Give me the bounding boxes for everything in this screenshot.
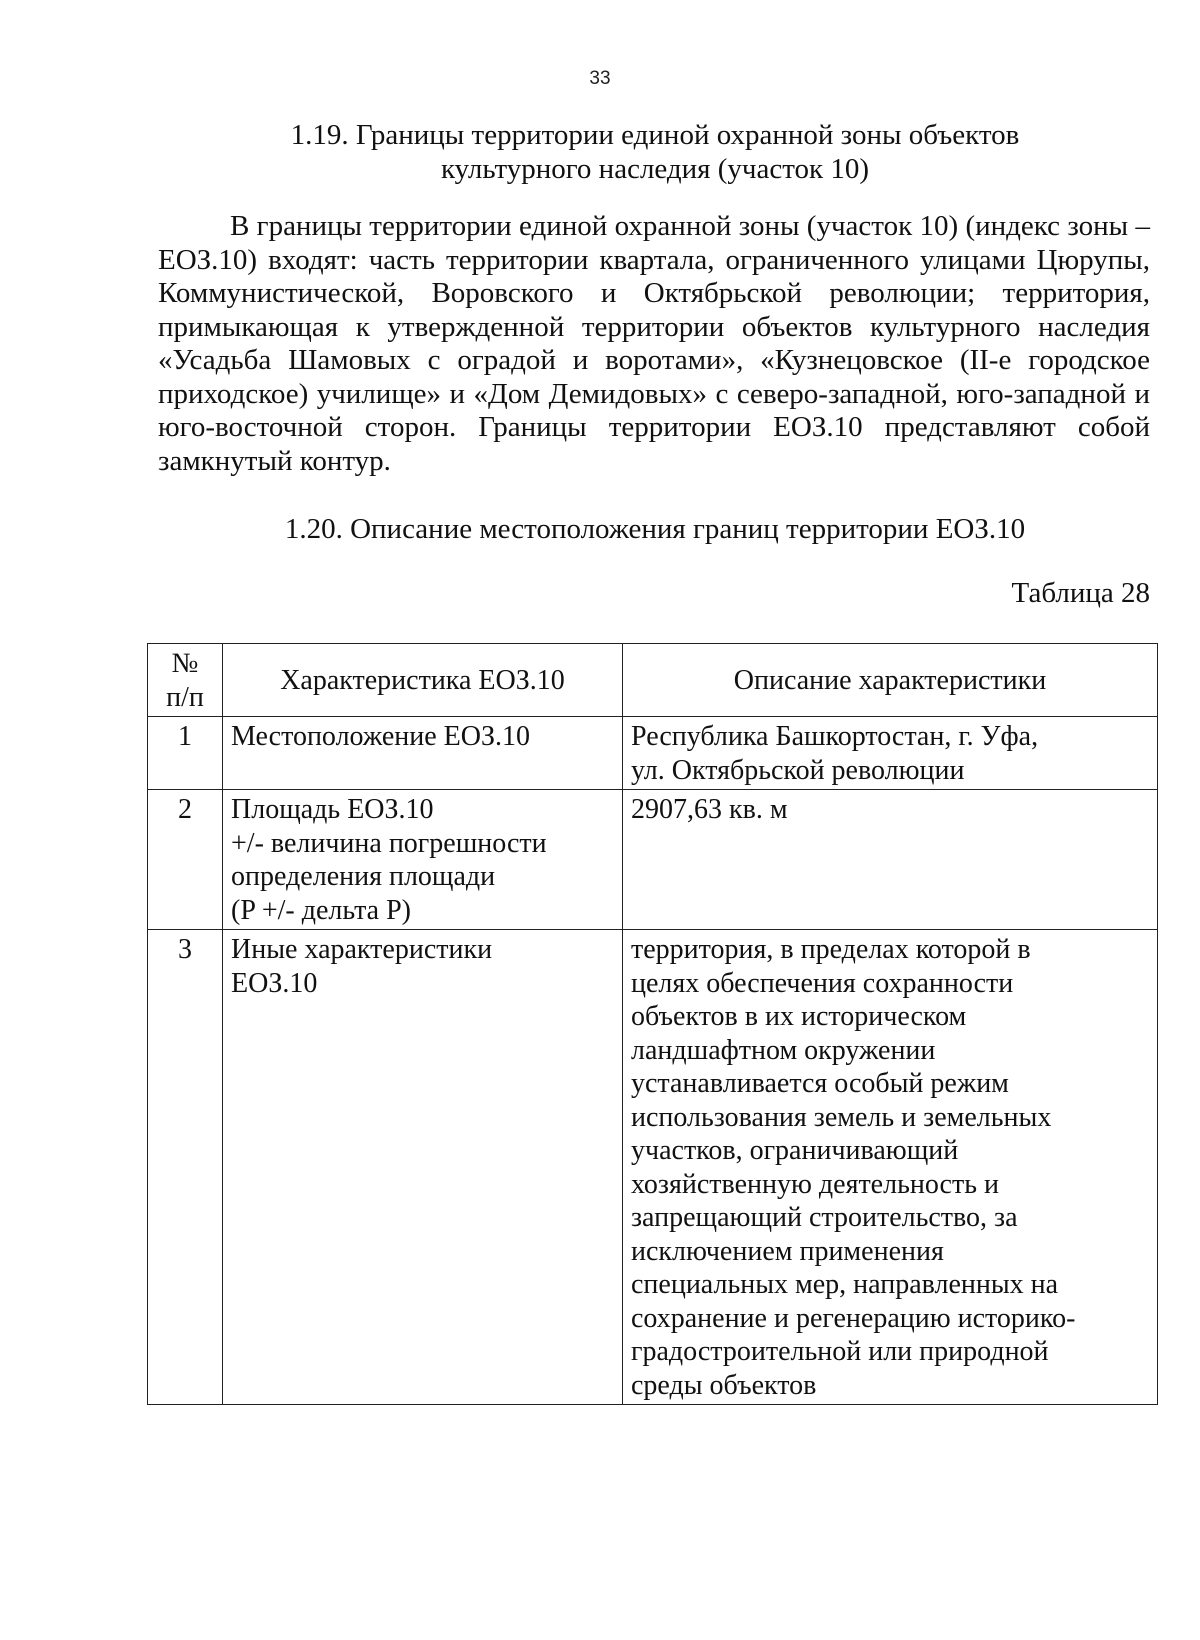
section-paragraph: В границы территории единой охранной зоны (участок 10) (индекс зоны – ЕОЗ.10) входят: часть территории квартала, ограниченного улицами Цюрупы, Коммунистической, Воровского и Октябрьской революции; территория, примыкающая к утвержденной территории объектов культурного наследия «Усадьба Шамовых с оградой и воротами», «Кузнецовское (II-е городское приходское) училище» и «Дом Демидовых» с северо-западной, юго-западной и юго-восточной сторон. Границы территории ЕОЗ.10 представляют собой замкнутый контур. — [158, 210, 1150, 477]
cell-line: использования земель и земельных — [631, 1101, 1052, 1133]
section-title-line-2: культурного наследия (участок 10) — [440, 153, 870, 185]
cell-line: ЕОЗ.10 — [231, 967, 318, 999]
header-characteristic: Характеристика ЕОЗ.10 — [223, 644, 623, 717]
cell-line: устанавливается особый режим — [631, 1068, 1009, 1099]
cell-line: запрещающий строительство, за — [631, 1202, 1018, 1233]
table-label: Таблица 28 — [1011, 577, 1150, 609]
cell-line: сохранение и регенерацию историко- — [631, 1302, 1076, 1334]
table-row — [148, 717, 1158, 790]
header-number-line-1: № — [171, 648, 199, 679]
row-characteristic — [223, 790, 623, 930]
row-characteristic — [223, 717, 623, 790]
cell-line: градостроительной или природной — [631, 1336, 1049, 1367]
cell-line: хозяйственную деятельность и — [631, 1168, 999, 1200]
cell-line: территория, в пределах которой в — [631, 934, 1031, 965]
cell-line: исключением применения — [631, 1235, 944, 1267]
subsection-title: 1.20. Описание местоположения границ территории ЕОЗ.10 — [284, 513, 1026, 545]
cell-line: (P +/- дельта P) — [231, 894, 412, 926]
header-description: Описание характеристики — [623, 644, 1158, 717]
table-row — [148, 790, 1158, 930]
cell-line: объектов в их историческом — [631, 1001, 967, 1032]
cell-line: +/- величина погрешности — [231, 827, 547, 859]
cell-line: Местоположение ЕОЗ.10 — [231, 721, 530, 752]
cell-line: участков, ограничивающий — [631, 1135, 959, 1166]
cell-line: Площадь ЕОЗ.10 — [231, 794, 434, 825]
row-description — [623, 790, 1158, 930]
header-number — [148, 644, 223, 717]
characteristics-table — [147, 643, 1158, 1405]
cell-line: определения площади — [231, 861, 496, 892]
cell-line: Иные характеристики — [231, 934, 493, 965]
table-header-row — [148, 644, 1158, 717]
cell-line: среды объектов — [631, 1369, 817, 1401]
cell-line: ландшафтном окружении — [631, 1034, 936, 1066]
cell-line: 2907,63 кв. м — [631, 794, 788, 825]
header-number-line-2: п/п — [166, 681, 204, 713]
row-number: 3 — [148, 930, 223, 1405]
row-characteristic — [223, 930, 623, 1405]
row-description — [623, 930, 1158, 1405]
row-description — [623, 717, 1158, 790]
cell-line: ул. Октябрьской революции — [631, 754, 965, 786]
row-number: 2 — [148, 790, 223, 930]
cell-line: специальных мер, направленных на — [631, 1269, 1059, 1300]
cell-line: Республика Башкортостан, г. Уфа, — [631, 721, 1039, 752]
section-title-line-1: 1.19. Границы территории единой охранной зоны объектов — [290, 119, 1020, 151]
page-number: 33 — [589, 68, 611, 89]
table-row — [148, 930, 1158, 1405]
row-number: 1 — [148, 717, 223, 790]
cell-line: целях обеспечения сохранности — [631, 967, 1014, 999]
section-title — [160, 118, 1150, 186]
